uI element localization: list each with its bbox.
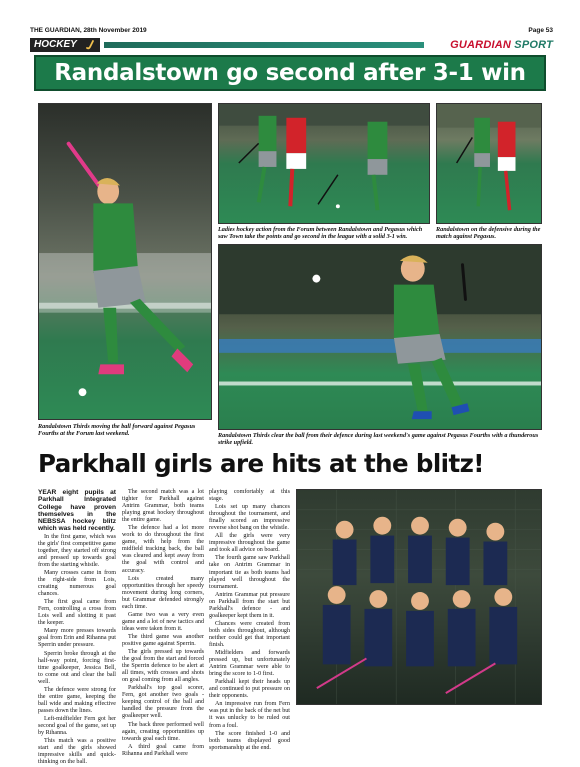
article-lead: YEAR eight pupils at Parkhall Integrated College have proven themselves in the NEBSSA hockey blitz which was held recently.: [38, 489, 116, 533]
article-paragraph: All the girls were very impressive throughout the game and took all advice on board.: [209, 533, 290, 554]
article-paragraph: Chances were created from both sides throughout, although neither could get that important finish.: [209, 620, 290, 648]
article-paragraph: The third game was another positive game against Sperrin.: [122, 633, 204, 647]
caption-strike-upfield: Randalstown Thirds clear the ball from their defence during last weekend's game against Pegasus Fourths with a thunderous strike upfield.: [218, 432, 539, 446]
publication-bar: [30, 27, 553, 37]
photo-ladies-action: [218, 103, 430, 224]
article-paragraph: In the first game, which was the girls' first competitive game together, they started off strong and pressed up towards goal from the starting whistle.: [38, 533, 116, 568]
article-paragraph: The defence were strong for the entire game, keeping the ball wide and making effective passes down the lines.: [38, 686, 116, 714]
article-paragraph: Left-midfielder Fern got her second goal of the game, set up by Rihanna.: [38, 715, 116, 737]
parkhall-headline: Parkhall girls are hits at the blitz!: [38, 449, 484, 478]
section-bar: [30, 38, 553, 52]
photo-strike-upfield: [218, 244, 542, 430]
section-rule: [104, 42, 424, 48]
article-paragraph: Game two was a very even game and a lot of new tactics and ideas were taken from it.: [122, 611, 204, 632]
article-paragraph: The defence had a lot more work to do throughout the first game, with help from the midfield tracking back, the ball was cleared and kept away from the goal with control and accuracy.: [122, 525, 204, 574]
brand-logo: [450, 38, 553, 52]
article-paragraph: The score finished 1-0 and both teams displayed good sportsmanship at the end.: [209, 730, 290, 751]
article-paragraph: The back three performed well again, creating opportunities up towards goal each time.: [122, 721, 204, 742]
article-paragraph: playing comfortably at this stage.: [209, 489, 290, 503]
article-paragraph: Lois set up many chances throughout the tournament, and finally scored an impressive reverse shot bang on the whistle.: [209, 504, 290, 532]
article-column-1: [38, 489, 116, 767]
photo-player-forward: [38, 103, 212, 420]
defence-illustration: [437, 104, 541, 223]
article-paragraph: The second match was a lot tighter for Parkhall against Antrim Grammar, both teams playing great hockey throughout the entire game.: [122, 489, 204, 524]
article-column-3: [209, 489, 290, 753]
article-paragraph: Sperrin broke through at the half-way point, forcing first-time goalkeeper, Jessica Bell, to come out and clear the ball well.: [38, 650, 116, 685]
article-paragraph: This match was a positive start and the girls showed impressive skills and quick-thinking on the ball.: [38, 738, 116, 766]
brand-sport: SPORT: [514, 39, 553, 51]
article-paragraph: The fourth game saw Parkhall take on Antrim Grammar in important tie as both teams had played well throughout the tournament.: [209, 555, 290, 590]
article-paragraph: The girls pressed up towards the goal from the start and forced the Sperrin defence to be alert at all times, with crosses and shots on goal coming from all angles.: [122, 649, 204, 684]
page-number: Page 53: [528, 27, 553, 34]
article-paragraph: Midfielders and forwards pressed up, but unfortunately Antrim Grammar were able to bring the score to 1-0 first.: [209, 650, 290, 678]
strike-illustration: [219, 245, 541, 429]
article-paragraph: Parkhall kept their heads up and continued to put pressure on their opponents.: [209, 679, 290, 700]
hockey-stick-icon: [86, 40, 96, 50]
article-paragraph: Many crosses came in from the right-side from Lois, creating numerous goal chances.: [38, 570, 116, 598]
team-illustration: [297, 490, 541, 704]
photo-parkhall-team: [296, 489, 542, 705]
publication-date: THE GUARDIAN, 28th November 2019: [30, 27, 147, 34]
article-paragraph: A third goal came from Rihanna and Parkhall were: [122, 743, 204, 757]
brand-guardian: GUARDIAN: [450, 39, 512, 51]
caption-ladies-action: Ladies hockey action from the Forum between Randalstown and Pegasus which saw Town take the points and go second in the league with a solid 3-1 win.: [218, 226, 423, 240]
players-group-illustration: [219, 104, 429, 223]
article-paragraph: Lois created many opportunities through her speedy movement during long corners, but Grammar defended strongly each time.: [122, 575, 204, 610]
article-column-2: [122, 489, 204, 759]
article-paragraph: The first goal came from Fern, controlling a cross from Lois well and slotting it past the keeper.: [38, 599, 116, 627]
article-paragraph: An impressive run from Fern was put in the back of the net but it was unlucky to be ruled out from a foul.: [209, 701, 290, 729]
section-label: [30, 38, 100, 52]
caption-player-forward: Randalstown Thirds moving the ball forward against Pegasus Fourths at the Forum last weekend.: [38, 423, 196, 437]
section-name: HOCKEY: [34, 39, 77, 50]
article-paragraph: Parkhall's top goal scorer, Fern, got another two goals - keeping control of the ball and handled the pressure from the goalkeeper well.: [122, 685, 204, 720]
randalstown-headline: Randalstown go second after 3-1 win: [34, 55, 546, 91]
photo-defensive: [436, 103, 542, 224]
article-paragraph: Antrim Grammar put pressure on Parkhall from the start but Parkhall's defence - and goalkeeper kept them in it.: [209, 591, 290, 619]
player-illustration: [39, 104, 211, 419]
caption-defensive: Randalstown on the defensive during the match against Pegasus.: [436, 226, 541, 240]
article-paragraph: Many more presses towards goal from Erin and Rihanna put Sperrin under pressure.: [38, 628, 116, 649]
